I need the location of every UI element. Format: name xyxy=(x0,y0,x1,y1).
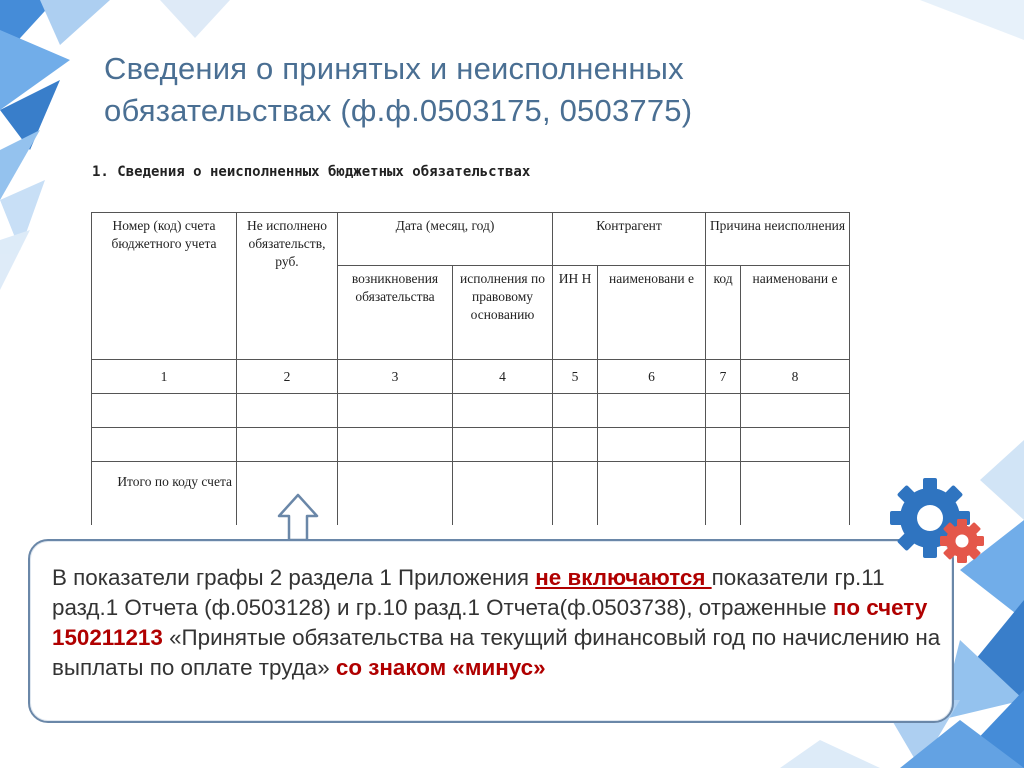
table-cell xyxy=(741,428,850,462)
callout-emphasis-minus: со знаком «минус» xyxy=(335,655,546,680)
table-cell xyxy=(92,394,237,428)
header-date-occurrence: возникновения обязательства xyxy=(338,266,453,360)
table-cell xyxy=(453,462,553,526)
slide-title xyxy=(104,48,964,132)
column-number: 3 xyxy=(338,360,453,394)
table-cell xyxy=(237,428,338,462)
header-inn: ИН Н xyxy=(553,266,598,360)
header-reason-name: наименовани е xyxy=(741,266,850,360)
header-counterparty-name: наименовани е xyxy=(598,266,706,360)
table-cell xyxy=(598,428,706,462)
callout-text xyxy=(52,563,952,683)
table-row xyxy=(92,428,850,462)
header-date-group: Дата (месяц, год) xyxy=(338,213,553,266)
table-cell xyxy=(706,428,741,462)
slide-title-line1: Сведения о принятых и неисполненных xyxy=(104,51,684,86)
column-number: 1 xyxy=(92,360,237,394)
table-cell xyxy=(706,462,741,526)
callout-emphasis-not-included: не включаются xyxy=(535,565,712,590)
total-row xyxy=(92,462,850,526)
gears-icon xyxy=(888,474,988,574)
unfulfilled-obligations-table xyxy=(91,212,850,525)
header-reason-code: код xyxy=(706,266,741,360)
table-cell xyxy=(453,394,553,428)
section-heading: 1. Сведения о неисполненных бюджетных обязательствах xyxy=(92,164,531,180)
column-number: 6 xyxy=(598,360,706,394)
callout-part2: показатели гр.11 разд.1 Отчета (ф.0503128) и гр.10 разд.1 Отчета(ф.0503738), отраженные xyxy=(52,565,885,620)
header-not-executed: Не исполнено обязательств, руб. xyxy=(237,213,338,360)
table-cell xyxy=(338,462,453,526)
header-date-execution: исполнения по правовому основанию xyxy=(453,266,553,360)
table-cell xyxy=(706,394,741,428)
column-number: 4 xyxy=(453,360,553,394)
column-number: 5 xyxy=(553,360,598,394)
header-counterparty-group: Контрагент xyxy=(553,213,706,266)
header-reason-group: Причина неисполнения xyxy=(706,213,850,266)
table-cell xyxy=(553,462,598,526)
table-cell xyxy=(553,428,598,462)
slide-title-line2: обязательствах (ф.ф.0503175, 0503775) xyxy=(104,93,693,128)
table-cell xyxy=(553,394,598,428)
callout-part3: «Принятые обязательства на текущий финансовый год по начислению на выплаты по оплате труда» xyxy=(52,625,941,680)
table-cell xyxy=(453,428,553,462)
table-cell xyxy=(598,394,706,428)
column-number: 2 xyxy=(237,360,338,394)
column-number-row xyxy=(92,360,850,394)
table-cell xyxy=(338,428,453,462)
table-cell xyxy=(598,462,706,526)
callout-part1: В показатели графы 2 раздела 1 Приложения xyxy=(52,565,536,590)
table-cell xyxy=(741,462,850,526)
total-label: Итого по коду счета xyxy=(92,462,237,526)
table-cell xyxy=(92,428,237,462)
column-number: 8 xyxy=(741,360,850,394)
column-number: 7 xyxy=(706,360,741,394)
table-cell xyxy=(741,394,850,428)
table-row xyxy=(92,394,850,428)
callout-emphasis-account: по счету 150211213 xyxy=(52,595,928,650)
table-cell xyxy=(338,394,453,428)
up-arrow-icon xyxy=(275,492,321,542)
header-account-code: Номер (код) счета бюджетного учета xyxy=(92,213,237,360)
table-cell xyxy=(237,394,338,428)
